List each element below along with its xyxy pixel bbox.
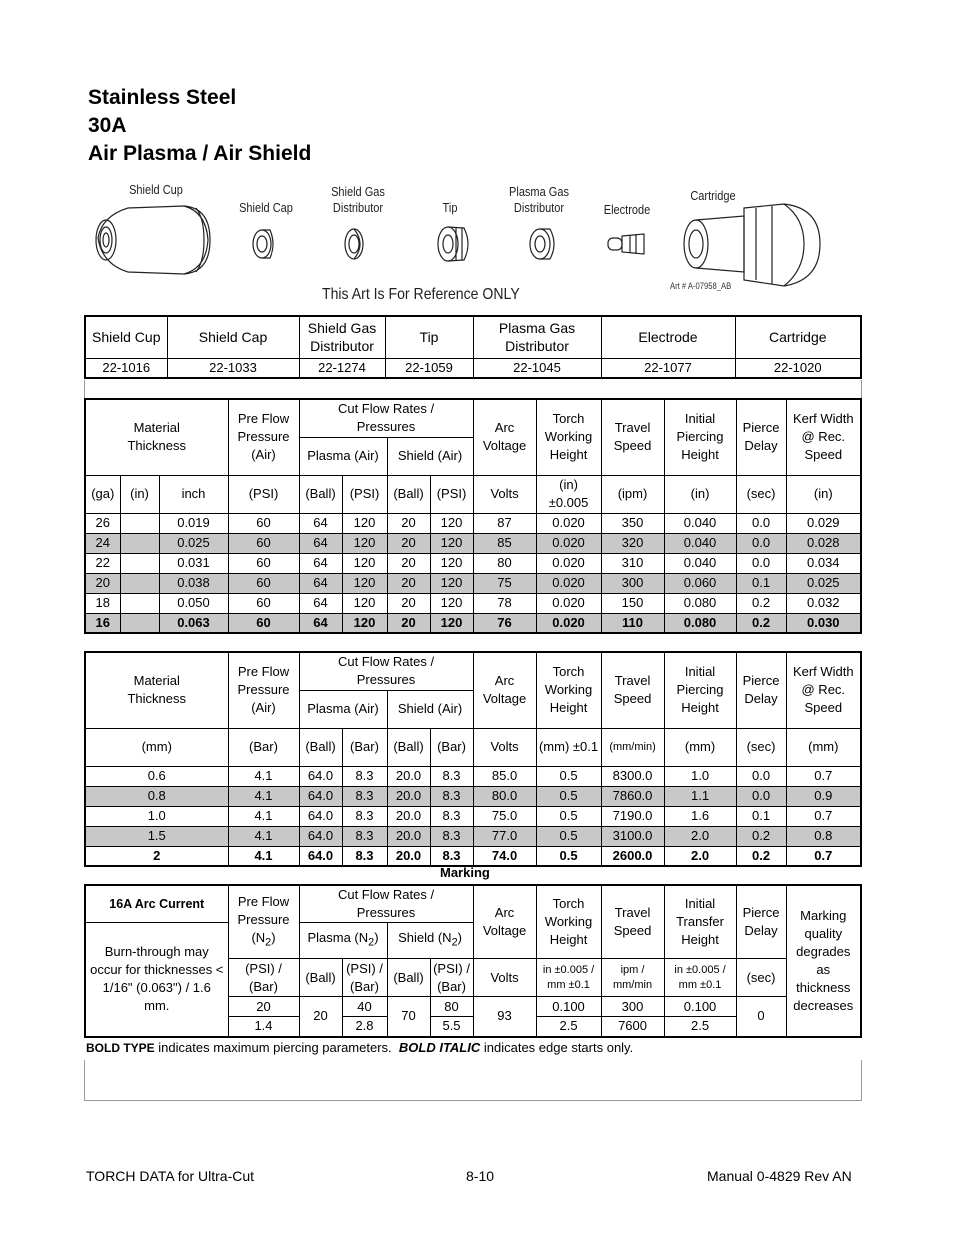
part-number: 22-1020 [735, 358, 861, 378]
data-cell: (Bar) [342, 728, 387, 766]
label-tip: Tip [442, 201, 458, 215]
marking-header-row-1 [85, 885, 861, 923]
initial-piercing-header: Initial Piercing Height [664, 399, 736, 475]
parts-header: Tip [385, 316, 473, 358]
data-cell: 2.0 [664, 826, 736, 846]
imperial-units-row [85, 475, 861, 513]
plasma-gas-distributor-image [530, 229, 554, 259]
data-cell: 120 [342, 533, 387, 553]
data-cell: 0.028 [786, 533, 861, 553]
bold-type-text: indicates maximum piercing parameters. [154, 1040, 392, 1055]
data-cell: 20 [85, 573, 120, 593]
data-cell: 120 [342, 553, 387, 573]
burn-through-note: Burn-through may occur for thicknesses < 1/16" (0.063") / 1.6 mm. [85, 923, 228, 1037]
data-cell: 85 [473, 533, 536, 553]
data-cell: 3100.0 [601, 826, 664, 846]
arc-voltage-header: Arc Voltage [473, 652, 536, 728]
data-cell: Volts [473, 475, 536, 513]
data-cell: 0.020 [536, 533, 601, 553]
label-shield-gas-distributor: Shield Gas Distributor [331, 185, 385, 215]
unit-cell: (sec) [736, 959, 786, 997]
table-row [85, 513, 861, 533]
data-cell: 64.0 [299, 766, 342, 786]
part-number: 22-1274 [299, 358, 385, 378]
data-cell: 20 [387, 593, 430, 613]
data-cell: 20 [387, 513, 430, 533]
data-cell: 4.1 [228, 766, 299, 786]
tip-image [438, 227, 468, 261]
shield-cup-image [96, 206, 210, 274]
data-cell: 8.3 [342, 826, 387, 846]
data-cell: 64 [299, 513, 342, 533]
label-shield-cup: Shield Cup [129, 183, 183, 197]
data-cell: 77.0 [473, 826, 536, 846]
data-cell: 20 [387, 573, 430, 593]
data-cell: 0.0 [736, 513, 786, 533]
data-cell: 0.7 [786, 806, 861, 826]
unit-cell: (Ball) [387, 959, 430, 997]
data-cell: 0.025 [786, 573, 861, 593]
data-cell: 0.040 [664, 513, 736, 533]
table-row [85, 826, 861, 846]
data-cell: 0.040 [664, 553, 736, 573]
data-cell: 60 [228, 573, 299, 593]
table-row [85, 573, 861, 593]
bold-italic-label: BOLD ITALIC [398, 1040, 481, 1055]
data-cell: 120 [430, 553, 473, 573]
label-electrode: Electrode [603, 203, 651, 217]
material-thickness-header: Material Thickness [85, 652, 228, 728]
data-cell: (ga) [85, 475, 120, 513]
table-row [85, 806, 861, 826]
table-row [85, 786, 861, 806]
footer-manual-ref: Manual 0-4829 Rev AN [707, 1168, 852, 1184]
data-cell: (sec) [736, 475, 786, 513]
data-cell [120, 593, 159, 613]
data-cell: (mm/min) [601, 728, 664, 766]
data-cell: 1.0 [664, 766, 736, 786]
data-cell: 120 [430, 533, 473, 553]
plasma-air-header: Plasma (Air) [299, 690, 387, 728]
data-cell: 7860.0 [601, 786, 664, 806]
marking-torch-height-header: Torch Working Height [536, 885, 601, 959]
data-cell: 64.0 [299, 806, 342, 826]
data-cell: 0.2 [736, 826, 786, 846]
title-amperage: 30A [88, 114, 127, 137]
data-cell: 0.020 [536, 613, 601, 633]
data-cell: 8.3 [430, 786, 473, 806]
data-cell: 0.5 [536, 766, 601, 786]
data-cell: 80 [473, 553, 536, 573]
data-cell [120, 553, 159, 573]
data-cell: (Ball) [387, 475, 430, 513]
data-cell: 80 [430, 997, 473, 1017]
data-cell: 0.2 [736, 593, 786, 613]
data-cell: 20 [299, 997, 342, 1037]
data-cell: 0.020 [536, 573, 601, 593]
data-cell: 0.2 [736, 846, 786, 866]
data-cell: 60 [228, 513, 299, 533]
data-cell: (mm) [786, 728, 861, 766]
table-row [85, 846, 861, 866]
data-cell: 64 [299, 593, 342, 613]
notes-box [84, 1060, 862, 1101]
data-cell: 93 [473, 997, 536, 1037]
data-cell: 64 [299, 573, 342, 593]
data-cell: 120 [430, 573, 473, 593]
data-cell: 0.032 [786, 593, 861, 613]
imperial-cut-table [84, 398, 862, 634]
data-cell: 0.9 [786, 786, 861, 806]
kerf-header: Kerf Width @ Rec. Speed [786, 652, 861, 728]
marking-shield-header: Shield $(N_2)$ [387, 923, 473, 959]
data-cell: 5.5 [430, 1017, 473, 1037]
data-cell: 0.019 [159, 513, 228, 533]
data-cell: 16 [85, 613, 120, 633]
torch-height-header: Torch Working Height [536, 652, 601, 728]
data-cell: 0.050 [159, 593, 228, 613]
data-cell: 75 [473, 573, 536, 593]
data-cell: (PSI) [342, 475, 387, 513]
data-cell: 0.020 [536, 553, 601, 573]
data-cell: 0.5 [536, 786, 601, 806]
data-cell: 2600.0 [601, 846, 664, 866]
data-cell: 300 [601, 997, 664, 1017]
parts-header: Shield Cup [85, 316, 167, 358]
shield-cap-image [253, 230, 273, 258]
data-cell: 0.060 [664, 573, 736, 593]
reference-note: This Art Is For Reference ONLY [322, 286, 520, 303]
torch-height-header: Torch Working Height [536, 399, 601, 475]
data-cell: (in) [786, 475, 861, 513]
pierce-delay-header: Pierce Delay [736, 652, 786, 728]
data-cell: 8.3 [430, 806, 473, 826]
data-cell: 60 [228, 613, 299, 633]
data-cell: 0.8 [85, 786, 228, 806]
data-cell: 1.5 [85, 826, 228, 846]
parts-header: Shield Gas Distributor [299, 316, 385, 358]
data-cell: 64.0 [299, 846, 342, 866]
data-cell: 0.0 [736, 766, 786, 786]
data-cell: 87 [473, 513, 536, 533]
data-cell: 1.4 [228, 1017, 299, 1037]
table-row [85, 533, 861, 553]
plasma-air-header: Plasma (Air) [299, 437, 387, 475]
data-cell: Volts [473, 728, 536, 766]
data-cell: 120 [342, 513, 387, 533]
data-cell: 60 [228, 593, 299, 613]
unit-cell: in ±0.005 / mm ±0.1 [664, 959, 736, 997]
data-cell: 40 [342, 997, 387, 1017]
parts-header: Cartridge [735, 316, 861, 358]
data-cell: 20 [387, 553, 430, 573]
data-cell: 8300.0 [601, 766, 664, 786]
data-cell: (ipm) [601, 475, 664, 513]
data-cell: 78 [473, 593, 536, 613]
data-cell: 74.0 [473, 846, 536, 866]
shield-air-header: Shield (Air) [387, 690, 473, 728]
metric-units-row [85, 728, 861, 766]
data-cell: 20 [228, 997, 299, 1017]
data-cell: 0.6 [85, 766, 228, 786]
data-cell: 120 [430, 593, 473, 613]
metric-header-row-1 [85, 652, 861, 690]
marking-quality-note: Marking quality degrades as thickness decreases [786, 885, 861, 1037]
data-cell: 20 [387, 533, 430, 553]
parts-header: Plasma Gas Distributor [473, 316, 601, 358]
initial-piercing-header: Initial Piercing Height [664, 652, 736, 728]
data-cell: 8.3 [342, 846, 387, 866]
data-cell: (Ball) [299, 728, 342, 766]
marking-transfer-height-header: Initial Transfer Height [664, 885, 736, 959]
data-cell: 0.034 [786, 553, 861, 573]
data-cell: 110 [601, 613, 664, 633]
data-cell: 60 [228, 533, 299, 553]
unit-cell: (PSI) / (Bar) [342, 959, 387, 997]
data-cell: 8.3 [430, 846, 473, 866]
data-cell: 0.029 [786, 513, 861, 533]
data-cell: (Bar) [228, 728, 299, 766]
data-cell: (in) [664, 475, 736, 513]
parts-header: Shield Cap [167, 316, 299, 358]
shield-air-header: Shield (Air) [387, 437, 473, 475]
marking-table [84, 884, 862, 1038]
data-cell: 120 [430, 513, 473, 533]
marking-pierce-delay-header: Pierce Delay [736, 885, 786, 959]
data-cell: 120 [342, 573, 387, 593]
table-row [85, 593, 861, 613]
title-gas: Air Plasma / Air Shield [88, 142, 312, 165]
data-cell: 120 [342, 593, 387, 613]
data-cell: 0.100 [664, 997, 736, 1017]
pre-flow-header: Pre Flow Pressure (Air) [228, 399, 299, 475]
data-cell: 64 [299, 553, 342, 573]
footer-page-number: 8-10 [466, 1168, 495, 1184]
data-cell: 0.040 [664, 533, 736, 553]
data-cell: (in) [120, 475, 159, 513]
cut-flow-header: Cut Flow Rates / Pressures [299, 399, 473, 437]
marking-pre-flow-header: Pre Flow Pressure $(N_2)$ [228, 885, 299, 959]
data-cell: 0.2 [736, 613, 786, 633]
marking-plasma-header: Plasma $(N_2)$ [299, 923, 387, 959]
data-cell: 0.1 [736, 573, 786, 593]
data-cell: 0.5 [536, 806, 601, 826]
data-cell: 76 [473, 613, 536, 633]
data-cell: 85.0 [473, 766, 536, 786]
data-cell: 120 [430, 613, 473, 633]
marking-arc-voltage-header: Arc Voltage [473, 885, 536, 959]
parts-table [84, 315, 862, 379]
data-cell: 0.038 [159, 573, 228, 593]
data-cell [120, 613, 159, 633]
data-cell: 24 [85, 533, 120, 553]
data-cell: 2 [85, 846, 228, 866]
data-cell: 7600 [601, 1017, 664, 1037]
bold-type-label: BOLD TYPE [86, 1041, 155, 1055]
data-cell: 20 [387, 613, 430, 633]
unit-cell: in ±0.005 / mm ±0.1 [536, 959, 601, 997]
data-cell: 8.3 [430, 766, 473, 786]
data-cell: 0.0 [736, 553, 786, 573]
data-cell: 0 [736, 997, 786, 1037]
data-cell: (PSI) [430, 475, 473, 513]
data-cell: 80.0 [473, 786, 536, 806]
data-cell: 120 [342, 613, 387, 633]
data-cell: 0.100 [536, 997, 601, 1017]
data-cell: 70 [387, 997, 430, 1037]
cut-flow-header: Cut Flow Rates / Pressures [299, 652, 473, 690]
data-cell: 20.0 [387, 806, 430, 826]
label-shield-cap: Shield Cap [239, 201, 293, 215]
data-cell: 0.5 [536, 826, 601, 846]
data-cell: 0.020 [536, 593, 601, 613]
data-cell: 64 [299, 533, 342, 553]
data-cell [120, 533, 159, 553]
data-cell: 64 [299, 613, 342, 633]
data-cell: 8.3 [342, 806, 387, 826]
unit-cell: ipm / mm/min [601, 959, 664, 997]
table-row [85, 613, 861, 633]
data-cell: inch [159, 475, 228, 513]
data-cell: (mm) [664, 728, 736, 766]
part-number: 22-1045 [473, 358, 601, 378]
travel-speed-header: Travel Speed [601, 652, 664, 728]
data-cell: 18 [85, 593, 120, 613]
data-cell: 4.1 [228, 846, 299, 866]
notes-line [86, 1040, 633, 1055]
data-cell: 20.0 [387, 786, 430, 806]
data-cell: 320 [601, 533, 664, 553]
marking-section-label: Marking [440, 865, 490, 880]
data-cell: 300 [601, 573, 664, 593]
data-cell: (mm) ±0.1 [536, 728, 601, 766]
data-cell: 0.080 [664, 593, 736, 613]
data-cell: 0.080 [664, 613, 736, 633]
unit-cell: (PSI) / (Bar) [228, 959, 299, 997]
data-cell: 0.025 [159, 533, 228, 553]
pre-flow-header: Pre Flow Pressure (Air) [228, 652, 299, 728]
data-cell [120, 513, 159, 533]
material-thickness-header: Material Thickness [85, 399, 228, 475]
parts-number-row [85, 358, 861, 378]
data-cell: 1.0 [85, 806, 228, 826]
bold-italic-text: indicates edge starts only. [480, 1040, 634, 1055]
data-cell: (Bar) [430, 728, 473, 766]
title-material: Stainless Steel [88, 86, 237, 109]
unit-cell: (Ball) [299, 959, 342, 997]
part-number: 22-1016 [85, 358, 167, 378]
data-cell: 7190.0 [601, 806, 664, 826]
pierce-delay-header: Pierce Delay [736, 399, 786, 475]
shield-gas-distributor-image [345, 229, 363, 259]
data-cell: 64.0 [299, 826, 342, 846]
data-cell: 310 [601, 553, 664, 573]
label-plasma-gas-distributor: Plasma Gas Distributor [509, 185, 569, 215]
table-row [85, 553, 861, 573]
spacer-row [84, 380, 862, 398]
data-cell: 75.0 [473, 806, 536, 826]
data-cell: 4.1 [228, 806, 299, 826]
data-cell: 0.5 [536, 846, 601, 866]
travel-speed-header: Travel Speed [601, 399, 664, 475]
data-cell: 2.5 [664, 1017, 736, 1037]
data-cell: 8.3 [342, 786, 387, 806]
data-cell: 0.020 [536, 513, 601, 533]
data-cell: 0.7 [786, 766, 861, 786]
data-cell: 0.1 [736, 806, 786, 826]
data-cell [120, 573, 159, 593]
part-number: 22-1059 [385, 358, 473, 378]
data-cell: 4.1 [228, 786, 299, 806]
unit-cell: (PSI) / (Bar) [430, 959, 473, 997]
data-cell: (in) ±0.005 [536, 475, 601, 513]
data-cell: 0.7 [786, 846, 861, 866]
marking-cut-flow-header: Cut Flow Rates / Pressures [299, 885, 473, 923]
table-row [85, 766, 861, 786]
data-cell: 2.5 [536, 1017, 601, 1037]
arc-voltage-header: Arc Voltage [473, 399, 536, 475]
data-cell: 0.8 [786, 826, 861, 846]
imperial-header-row-1 [85, 399, 861, 437]
data-cell: 8.3 [342, 766, 387, 786]
page-title [88, 84, 311, 168]
data-cell: 150 [601, 593, 664, 613]
data-cell: (mm) [85, 728, 228, 766]
data-cell: 20.0 [387, 826, 430, 846]
parts-header-row [85, 316, 861, 358]
label-cartridge: Cartridge [690, 189, 736, 203]
data-cell: (PSI) [228, 475, 299, 513]
parts-header: Electrode [601, 316, 735, 358]
data-cell: 64.0 [299, 786, 342, 806]
data-cell: 0.063 [159, 613, 228, 633]
data-cell: 26 [85, 513, 120, 533]
data-cell: 0.031 [159, 553, 228, 573]
data-cell: 2.0 [664, 846, 736, 866]
kerf-header: Kerf Width @ Rec. Speed [786, 399, 861, 475]
data-cell: 60 [228, 553, 299, 573]
data-cell: 20.0 [387, 766, 430, 786]
data-cell: 0.0 [736, 533, 786, 553]
data-cell: 1.6 [664, 806, 736, 826]
art-number: Art # A-07958_AB [670, 281, 732, 291]
marking-travel-speed-header: Travel Speed [601, 885, 664, 959]
part-number: 22-1077 [601, 358, 735, 378]
data-cell: 1.1 [664, 786, 736, 806]
footer-section-title: TORCH DATA for Ultra-Cut [86, 1168, 255, 1184]
data-cell: 2.8 [342, 1017, 387, 1037]
part-number: 22-1033 [167, 358, 299, 378]
unit-cell: Volts [473, 959, 536, 997]
data-cell: (Ball) [299, 475, 342, 513]
data-cell: (Ball) [387, 728, 430, 766]
data-cell: 0.030 [786, 613, 861, 633]
cartridge-image [684, 204, 820, 286]
data-cell: 8.3 [430, 826, 473, 846]
metric-cut-table [84, 651, 862, 867]
data-cell: 350 [601, 513, 664, 533]
electrode-image [608, 234, 644, 254]
data-cell: 20.0 [387, 846, 430, 866]
data-cell: 4.1 [228, 826, 299, 846]
data-cell: 0.0 [736, 786, 786, 806]
arc-current-label: 16A Arc Current [85, 885, 228, 923]
data-cell: 22 [85, 553, 120, 573]
data-cell: (sec) [736, 728, 786, 766]
